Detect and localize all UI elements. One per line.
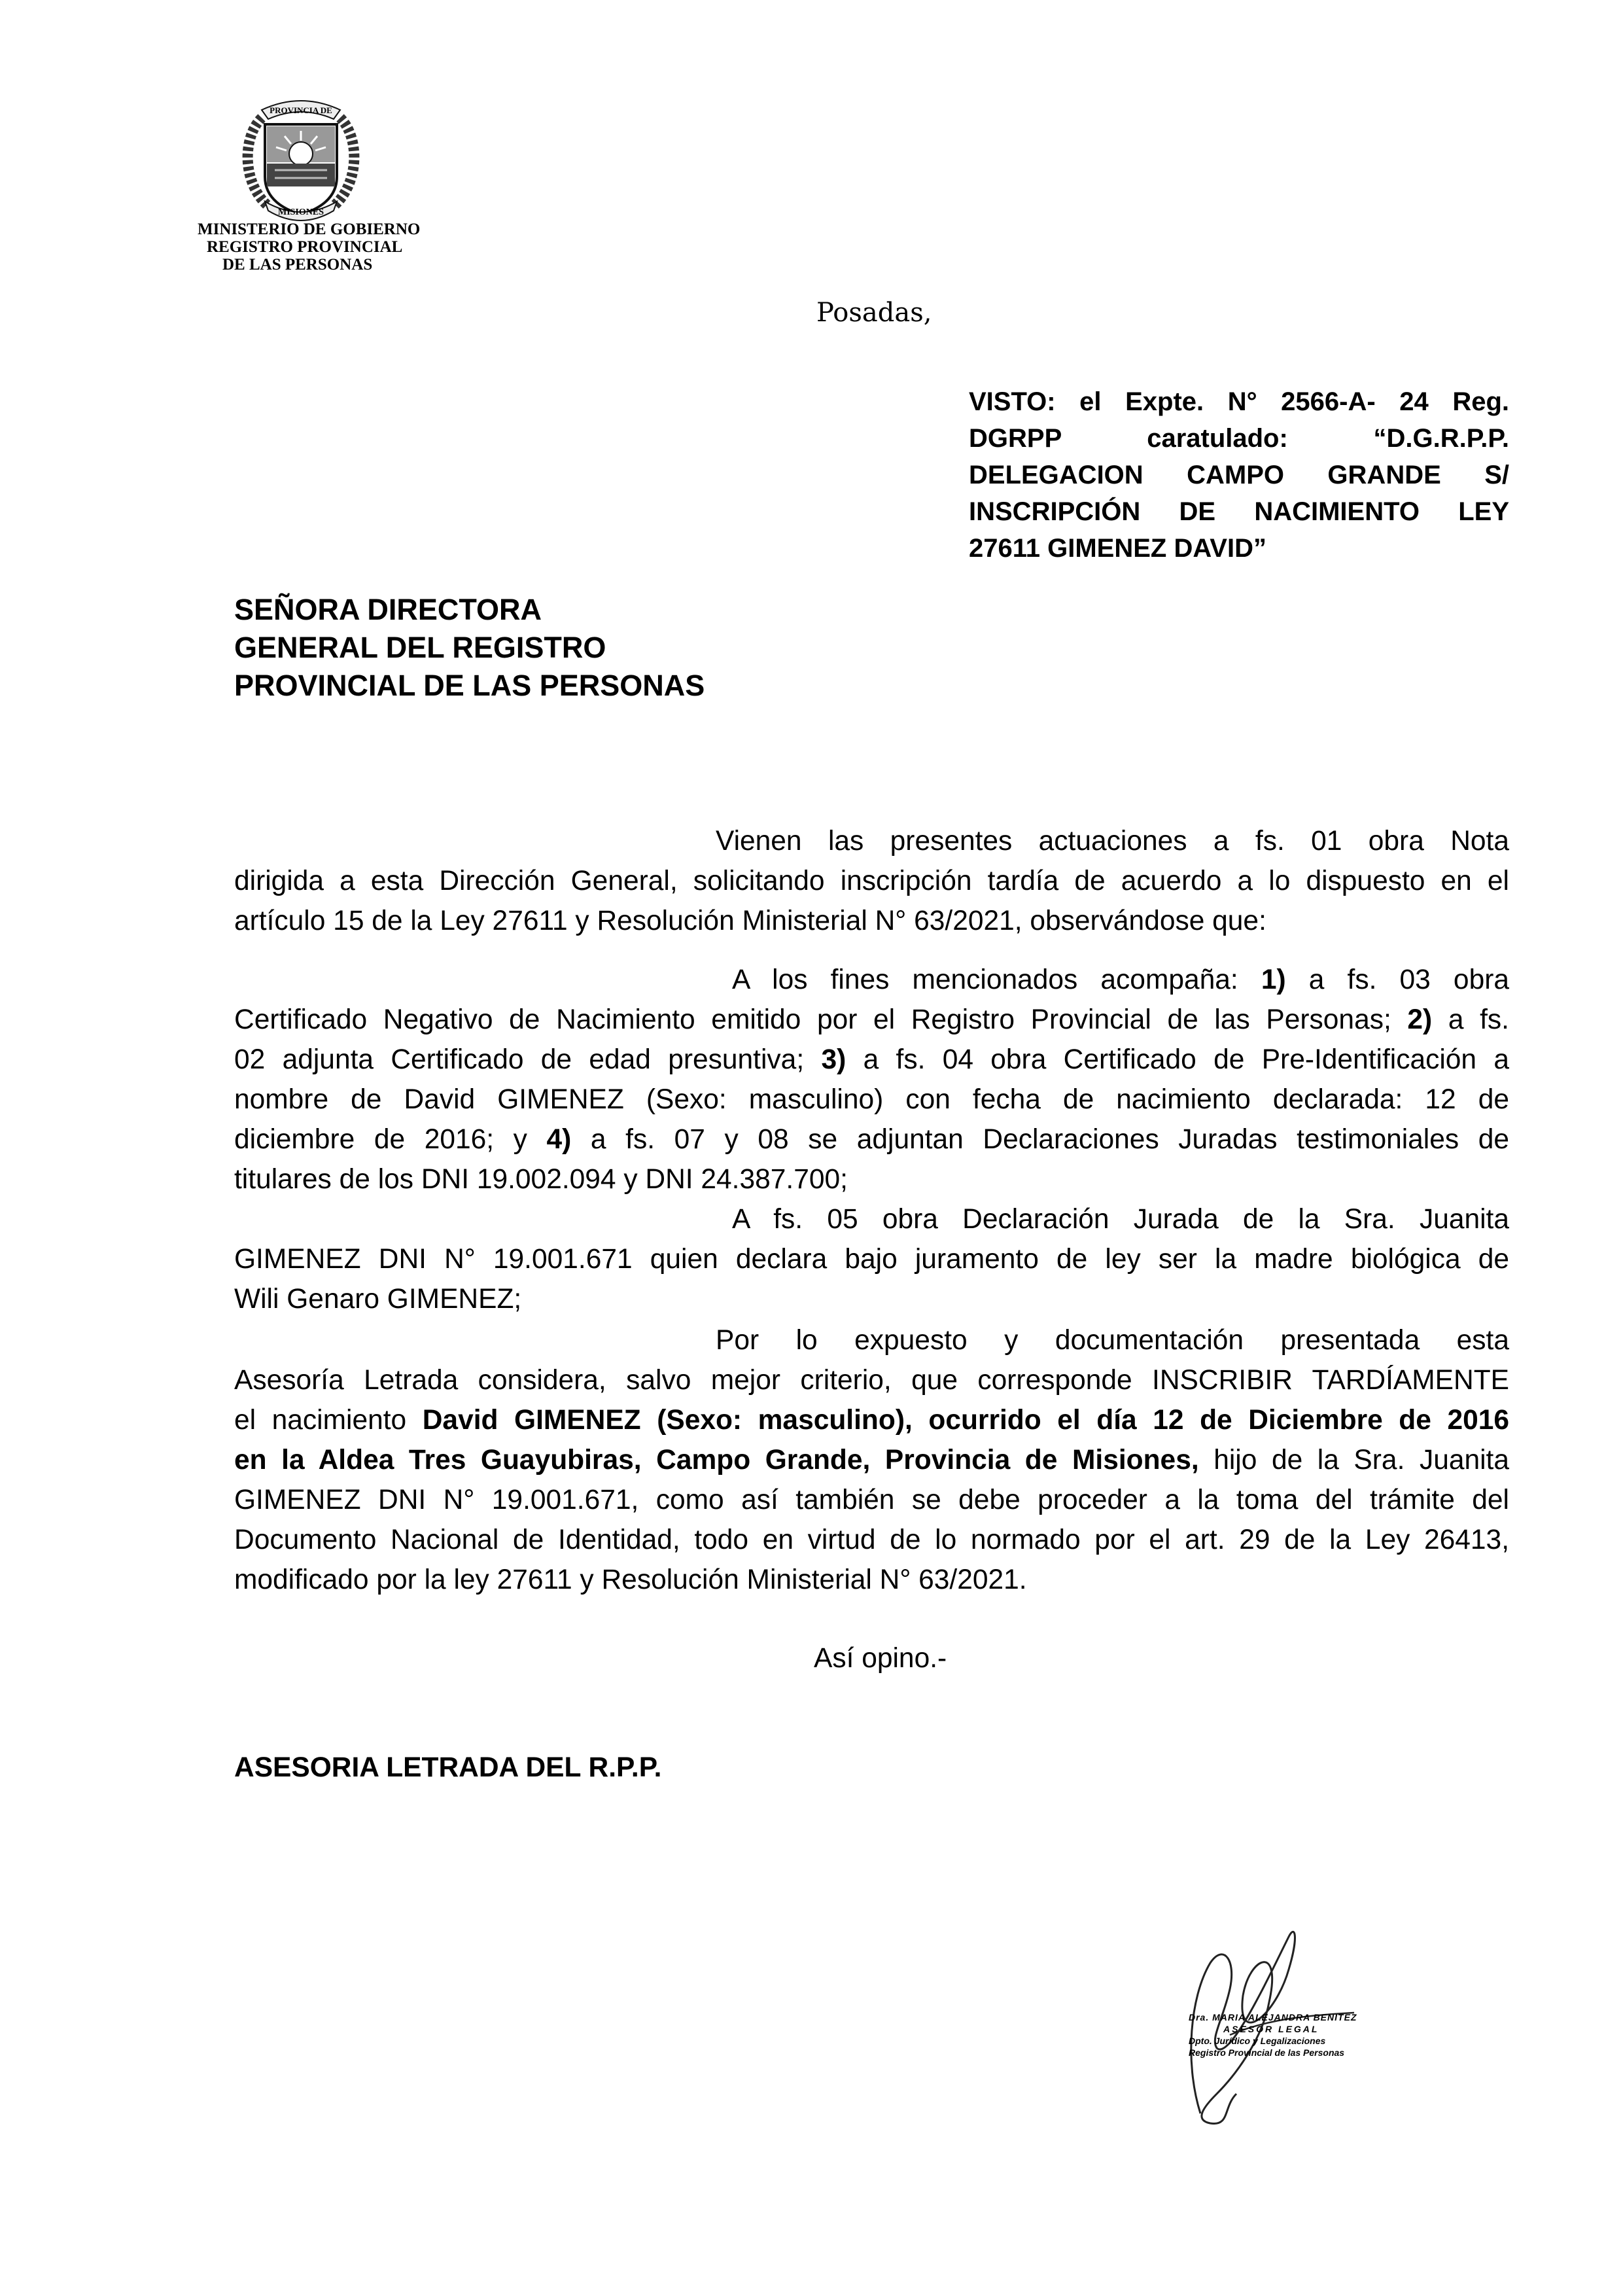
visto-line: 27611 GIMENEZ DAVID” <box>969 534 1266 563</box>
paragraph-line: 02 adjunta Certificado de edad presuntiva; 3) a fs. 04 obra Certificado de Pre-Identificación a <box>234 1044 1509 1075</box>
paragraph-line: el nacimiento David GIMENEZ (Sexo: masculino), ocurrido el día 12 de Diciembre de 2016 <box>234 1405 1509 1436</box>
addressee-line: SEÑORA DIRECTORA <box>234 593 542 626</box>
paragraph-line: diciembre de 2016; y 4) a fs. 07 y 08 se adjuntan Declaraciones Juradas testimoniales de <box>234 1124 1509 1155</box>
seal-top-text: PROVINCIA DE <box>270 105 332 115</box>
stamp-name: Dra. MARIA ALEJANDRA BENITEZ <box>1189 2012 1357 2022</box>
signature-label: ASESORIA LETRADA DEL R.P.P. <box>234 1752 662 1783</box>
paragraph-line: Por lo expuesto y documentación presentada esta <box>716 1325 1509 1356</box>
paragraph-line: Documento Nacional de Identidad, todo en virtud de lo normado por el art. 29 de la Ley 26413, <box>234 1525 1509 1555</box>
visto-line: DELEGACION CAMPO GRANDE S/ <box>969 461 1509 489</box>
addressee-line: GENERAL DEL REGISTRO <box>234 631 606 664</box>
paragraph-line: A los fines mencionados acompaña: 1) a fs. 03 obra <box>732 964 1509 995</box>
closing-statement: Así opino.- <box>814 1643 947 1674</box>
paragraph-line: modificado por la ley 27611 y Resolución Ministerial N° 63/2021. <box>234 1564 1027 1595</box>
visto-line: DGRPP caratulado: “D.G.R.P.P. <box>969 424 1509 453</box>
paragraph-line: nombre de David GIMENEZ (Sexo: masculino) con fecha de nacimiento declarada: 12 de <box>234 1084 1509 1115</box>
letterhead-persons: DE LAS PERSONAS <box>222 256 373 274</box>
paragraph-line: en la Aldea Tres Guayubiras, Campo Grande, Provincia de Misiones, hijo de la Sra. Juanita <box>234 1445 1509 1475</box>
paragraph-line: Vienen las presentes actuaciones a fs. 01 obra Nota <box>716 826 1509 857</box>
stamp-registry: Registro Provincial de las Personas <box>1189 2047 1345 2058</box>
paragraph-line: A fs. 05 obra Declaración Jurada de la Sra. Juanita <box>732 1204 1509 1235</box>
paragraph-line: artículo 15 de la Ley 27611 y Resolución Ministerial N° 63/2021, observándose que: <box>234 906 1266 936</box>
paragraph-line: titulares de los DNI 19.002.094 y DNI 24.387.700; <box>234 1164 848 1195</box>
provincial-seal-logo <box>236 92 366 222</box>
paragraph-line: dirigida a esta Dirección General, solicitando inscripción tardía de acuerdo a lo dispuesto en el <box>234 866 1509 896</box>
addressee <box>234 591 705 705</box>
paragraph-line: Certificado Negativo de Nacimiento emitido por el Registro Provincial de las Personas; 2) a fs. <box>234 1004 1509 1035</box>
body-paragraph-3 <box>234 1199 1509 1319</box>
visto-line: INSCRIPCIÓN DE NACIMIENTO LEY <box>969 497 1509 526</box>
place-and-date: Posadas, <box>816 298 932 328</box>
letterhead-ministry: MINISTERIO DE GOBIERNO <box>198 221 421 238</box>
stamp-title: ASESOR LEGAL <box>1223 2024 1319 2034</box>
paragraph-line: Asesoría Letrada considera, salvo mejor criterio, que corresponde INSCRIBIR TARDÍAMENTE <box>234 1365 1509 1396</box>
visto-line: VISTO: el Expte. N° 2566-A- 24 Reg. <box>969 387 1509 416</box>
paragraph-line: Wili Genaro GIMENEZ; <box>234 1284 522 1315</box>
seal-bottom-text: MISIONES <box>277 207 324 217</box>
stamp-department: Dpto. Jurídico y Legalizaciones <box>1189 2036 1326 2046</box>
body-paragraph-2 <box>234 960 1509 1199</box>
letterhead-registry: REGISTRO PROVINCIAL <box>207 238 403 256</box>
addressee-line: PROVINCIAL DE LAS PERSONAS <box>234 669 705 702</box>
paragraph-line: GIMENEZ DNI N° 19.001.671, como así también se debe proceder a la toma del trámite del <box>234 1485 1509 1515</box>
visto-block <box>969 383 1509 567</box>
handwritten-signature <box>1138 1898 1505 2159</box>
body-paragraph-1 <box>234 821 1509 941</box>
body-paragraph-4 <box>234 1320 1509 1600</box>
paragraph-line: GIMENEZ DNI N° 19.001.671 quien declara bajo juramento de ley ser la madre biológica de <box>234 1244 1509 1275</box>
